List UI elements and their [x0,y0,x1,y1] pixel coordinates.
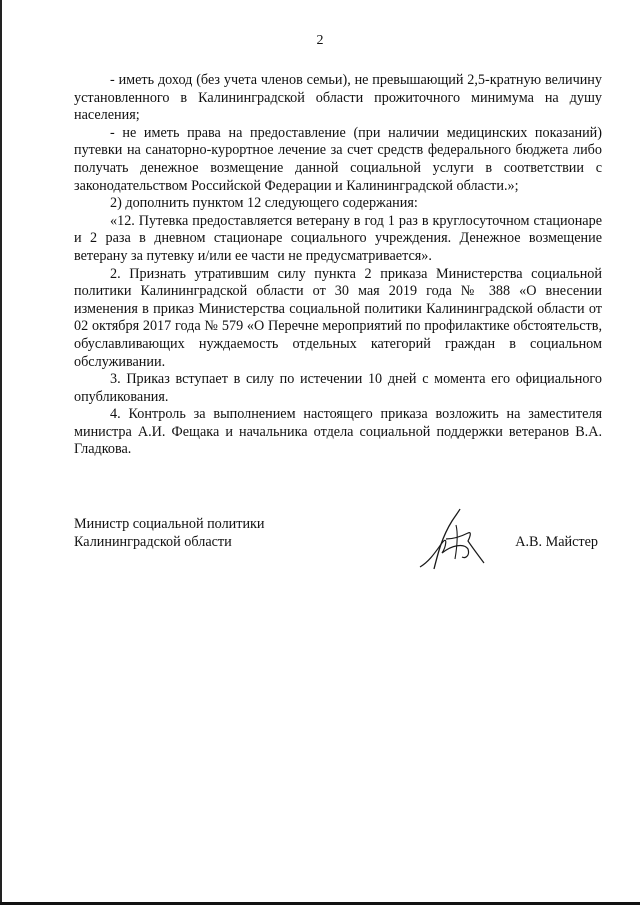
paragraph-entry-into-force: 3. Приказ вступает в силу по истечении 10 дней с момента его официального опубликования. [74,371,602,405]
signatory-title [74,515,265,551]
paragraph-add-item-12: 2) дополнить пунктом 12 следующего содержания: [110,195,418,212]
signature-block [74,515,602,575]
paragraph-control: 4. Контроль за выполнением настоящего приказа возложить на заместителя министра А.И. Фещака и начальника отдела социальной поддержки ветеранов В.А. Гладкова. [74,406,602,458]
paragraph-item-12: «12. Путевка предоставляется ветерану в год 1 раз в круглосуточном стационаре и 2 раза в дневном стационаре социального учреждения. Денежное возмещение ветерану за путевку и/или ее части не предусматривается». [74,212,602,264]
paragraph-income-condition: - иметь доход (без учета членов семьи), не превышающий 2,5-кратную величину установленного в Калининградской области прожиточного минимума на душу населения; [74,72,602,124]
signatory-title-line2: Калининградской области [74,534,232,550]
signatory-name: А.В. Майстер [515,534,598,550]
paragraph-no-voucher-right: - не иметь права на предоставление (при наличии медицинских показаний) путевки на санаторно-курортное лечение за счет средств федерального бюджета либо получать денежное возмещение данной социальной услуги в соответствии с законодательством Российской Федерации и Калининградской области.»; [74,124,602,194]
paragraph-repeal: 2. Признать утратившим силу пункта 2 приказа Министерства социальной политики Калининградской области от 30 мая 2019 года № 388 «О внесении изменения в приказ Министерства социальной политики Калининградской области от 02 октября 2017 года № 579 «О Перечне мероприятий по профилактике обстоятельств, обуславливающих нуждаемость отдельных категорий граждан в социальном обслуживании. [74,265,602,370]
scan-edge-left [0,0,2,905]
signatory-title-line1: Министр социальной политики [74,516,265,532]
document-body [74,72,602,459]
handwritten-signature [412,503,490,575]
page-number: 2 [316,33,324,48]
